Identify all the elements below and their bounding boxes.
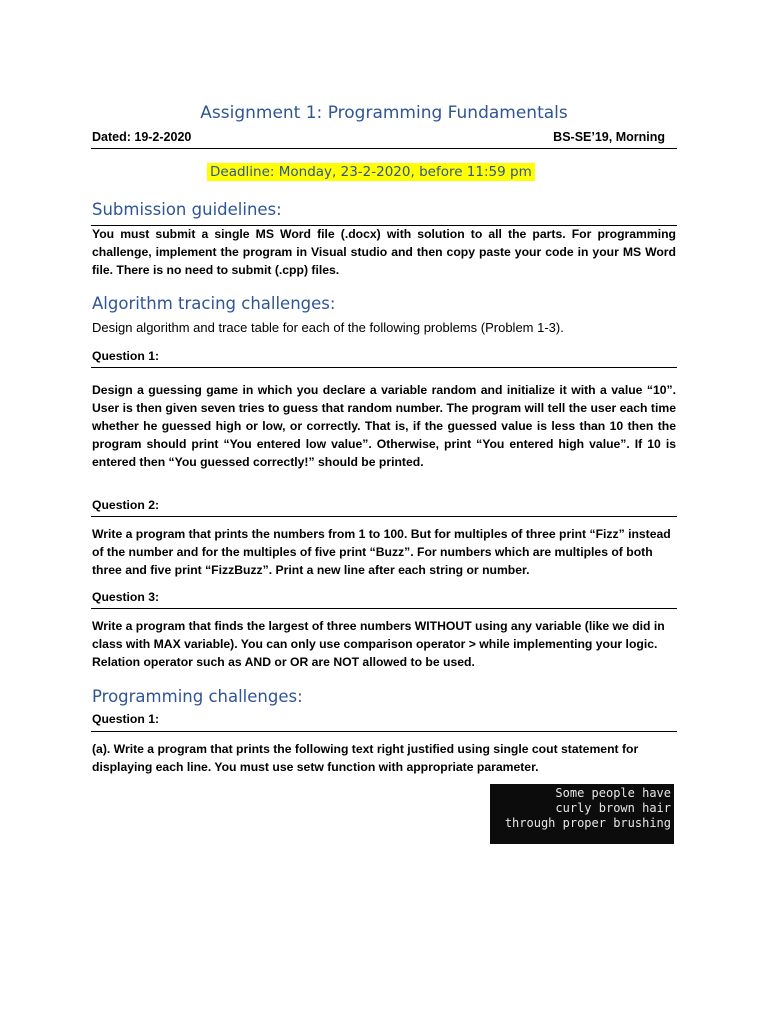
tracing-question-3-text: Write a program that finds the largest of three numbers WITHOUT using any variable (like we did in class with MAX variable). You can only use comparison operator > while implementing your logic. Relation operator such as AND or OR are NOT allowed to be used.	[92, 619, 665, 669]
tracing-question-3-label: Question 3:	[92, 590, 160, 604]
submission-heading: Submission guidelines:	[92, 200, 282, 219]
deadline-banner: Deadline: Monday, 23-2-2020, before 11:59 pm	[207, 163, 535, 181]
tracing-question-1-text: Design a guessing game in which you declare a variable random and initialize it with a value “10”. User is then given seven tries to guess that random number. The program will tell the user each time whether he guessed high or low, or correctly. That is, if the guessed value is less than 10 then the program should print “You entered low value”. Otherwise, print “You entered high value”. If 10 is entered then “You guessed correctly!” should be printed.	[92, 383, 676, 469]
tracing-question-2-label: Question 2:	[92, 498, 160, 512]
console-line: Some people have	[555, 786, 671, 800]
tracing-question-2-text: Write a program that prints the numbers from 1 to 100. But for multiples of three print “Fizz” instead of the number and for the multiples of five print “Buzz”. For numbers which are multiples of both three and five print “FizzBuzz”. Print a new line after each string or number.	[92, 527, 671, 577]
class-info: BS-SE’19, Morning	[553, 130, 665, 144]
programming-question-1-divider	[91, 731, 677, 732]
console-output-image	[490, 784, 674, 844]
programming-question-1-text: (a). Write a program that prints the following text right justified using single cout statement for displaying each line. You must use setw function with appropriate parameter.	[92, 742, 639, 774]
programming-question-1-label: Question 1:	[92, 712, 160, 726]
tracing-question-2-divider	[91, 516, 677, 517]
console-line: curly brown hair	[555, 801, 671, 815]
tracing-question-1-label: Question 1:	[92, 349, 160, 363]
tracing-question-1-divider	[91, 367, 677, 368]
header-divider	[91, 148, 677, 149]
tracing-heading: Algorithm tracing challenges:	[92, 294, 336, 313]
tracing-question-3-divider	[91, 608, 677, 609]
programming-heading: Programming challenges:	[92, 687, 303, 706]
submission-text: You must submit a single MS Word file (.docx) with solution to all the parts. For programming challenge, implement the program in Visual studio and then copy paste your code in your MS Word file. There is no need to submit (.cpp) files.	[92, 227, 676, 277]
dated-label: Dated: 19-2-2020	[92, 130, 192, 144]
tracing-intro: Design algorithm and trace table for each of the following problems (Problem 1-3).	[92, 320, 564, 335]
console-line: through proper brushing	[504, 816, 671, 830]
document-title: Assignment 1: Programming Fundamentals	[200, 103, 568, 123]
